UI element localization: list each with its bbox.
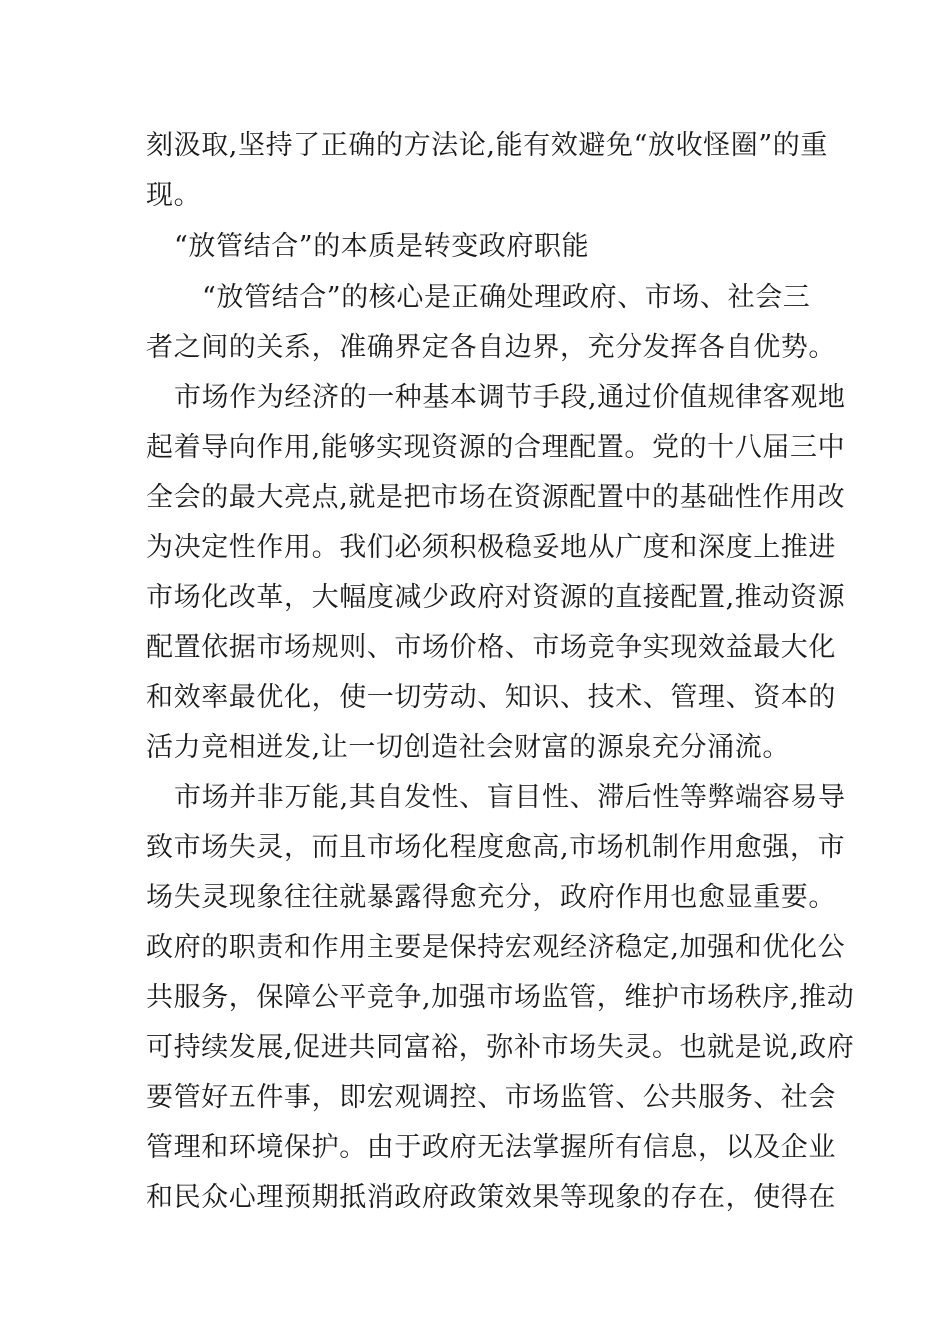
text-line: 全会的最大亮点,就是把市场在资源配置中的基础性作用改: [146, 482, 846, 513]
text-line: 市场并非万能,其自发性、盲目性、滞后性等弊端容易导: [174, 782, 846, 813]
text-line: 要管好五件事，即宏观调控、市场监管、公共服务、社会: [146, 1082, 836, 1113]
text-line: 政府的职责和作用主要是保持宏观经济稳定,加强和优化公: [146, 932, 846, 963]
text-line: “放管结合”的核心是正确处理政府、市场、社会三: [202, 282, 811, 313]
text-line: 市场化改革，大幅度减少政府对资源的直接配置,推动资源: [146, 582, 846, 613]
text-line: 和民众心理预期抵消政府政策效果等现象的存在，使得在: [146, 1182, 836, 1213]
text-line: 活力竞相迸发,让一切创造社会财富的源泉充分涌流。: [146, 732, 790, 763]
text-line: 可持续发展,促进共同富裕，弥补市场失灵。也就是说,政府: [146, 1032, 855, 1063]
text-line: 致市场失灵，而且市场化程度愈高,市场机制作用愈强，市: [146, 832, 846, 863]
text-line: 配置依据市场规则、市场价格、市场竞争实现效益最大化: [146, 632, 836, 663]
text-line: 市场作为经济的一种基本调节手段,通过价值规律客观地: [174, 382, 846, 413]
text-line: 为决定性作用。我们必须积极稳妥地从广度和深度上推进: [146, 532, 836, 563]
text-line: 和效率最优化，使一切劳动、知识、技术、管理、资本的: [146, 682, 836, 713]
text-line: 共服务，保障公平竞争,加强市场监管，维护市场秩序,推动: [146, 982, 855, 1013]
section-heading: “放管结合”的本质是转变政府职能: [174, 231, 590, 262]
text-line: 者之间的关系，准确界定各自边界，充分发挥各自优势。: [146, 332, 836, 363]
text-line: 刻汲取,坚持了正确的方法论,能有效避免“放收怪圈”的重: [146, 130, 828, 161]
text-line: 起着导向作用,能够实现资源的合理配置。党的十八届三中: [146, 432, 846, 463]
text-line: 场失灵现象往往就暴露得愈充分，政府作用也愈显重要。: [146, 882, 836, 913]
text-line: 现。: [146, 180, 202, 211]
text-line: 管理和环境保护。由于政府无法掌握所有信息，以及企业: [146, 1132, 836, 1163]
